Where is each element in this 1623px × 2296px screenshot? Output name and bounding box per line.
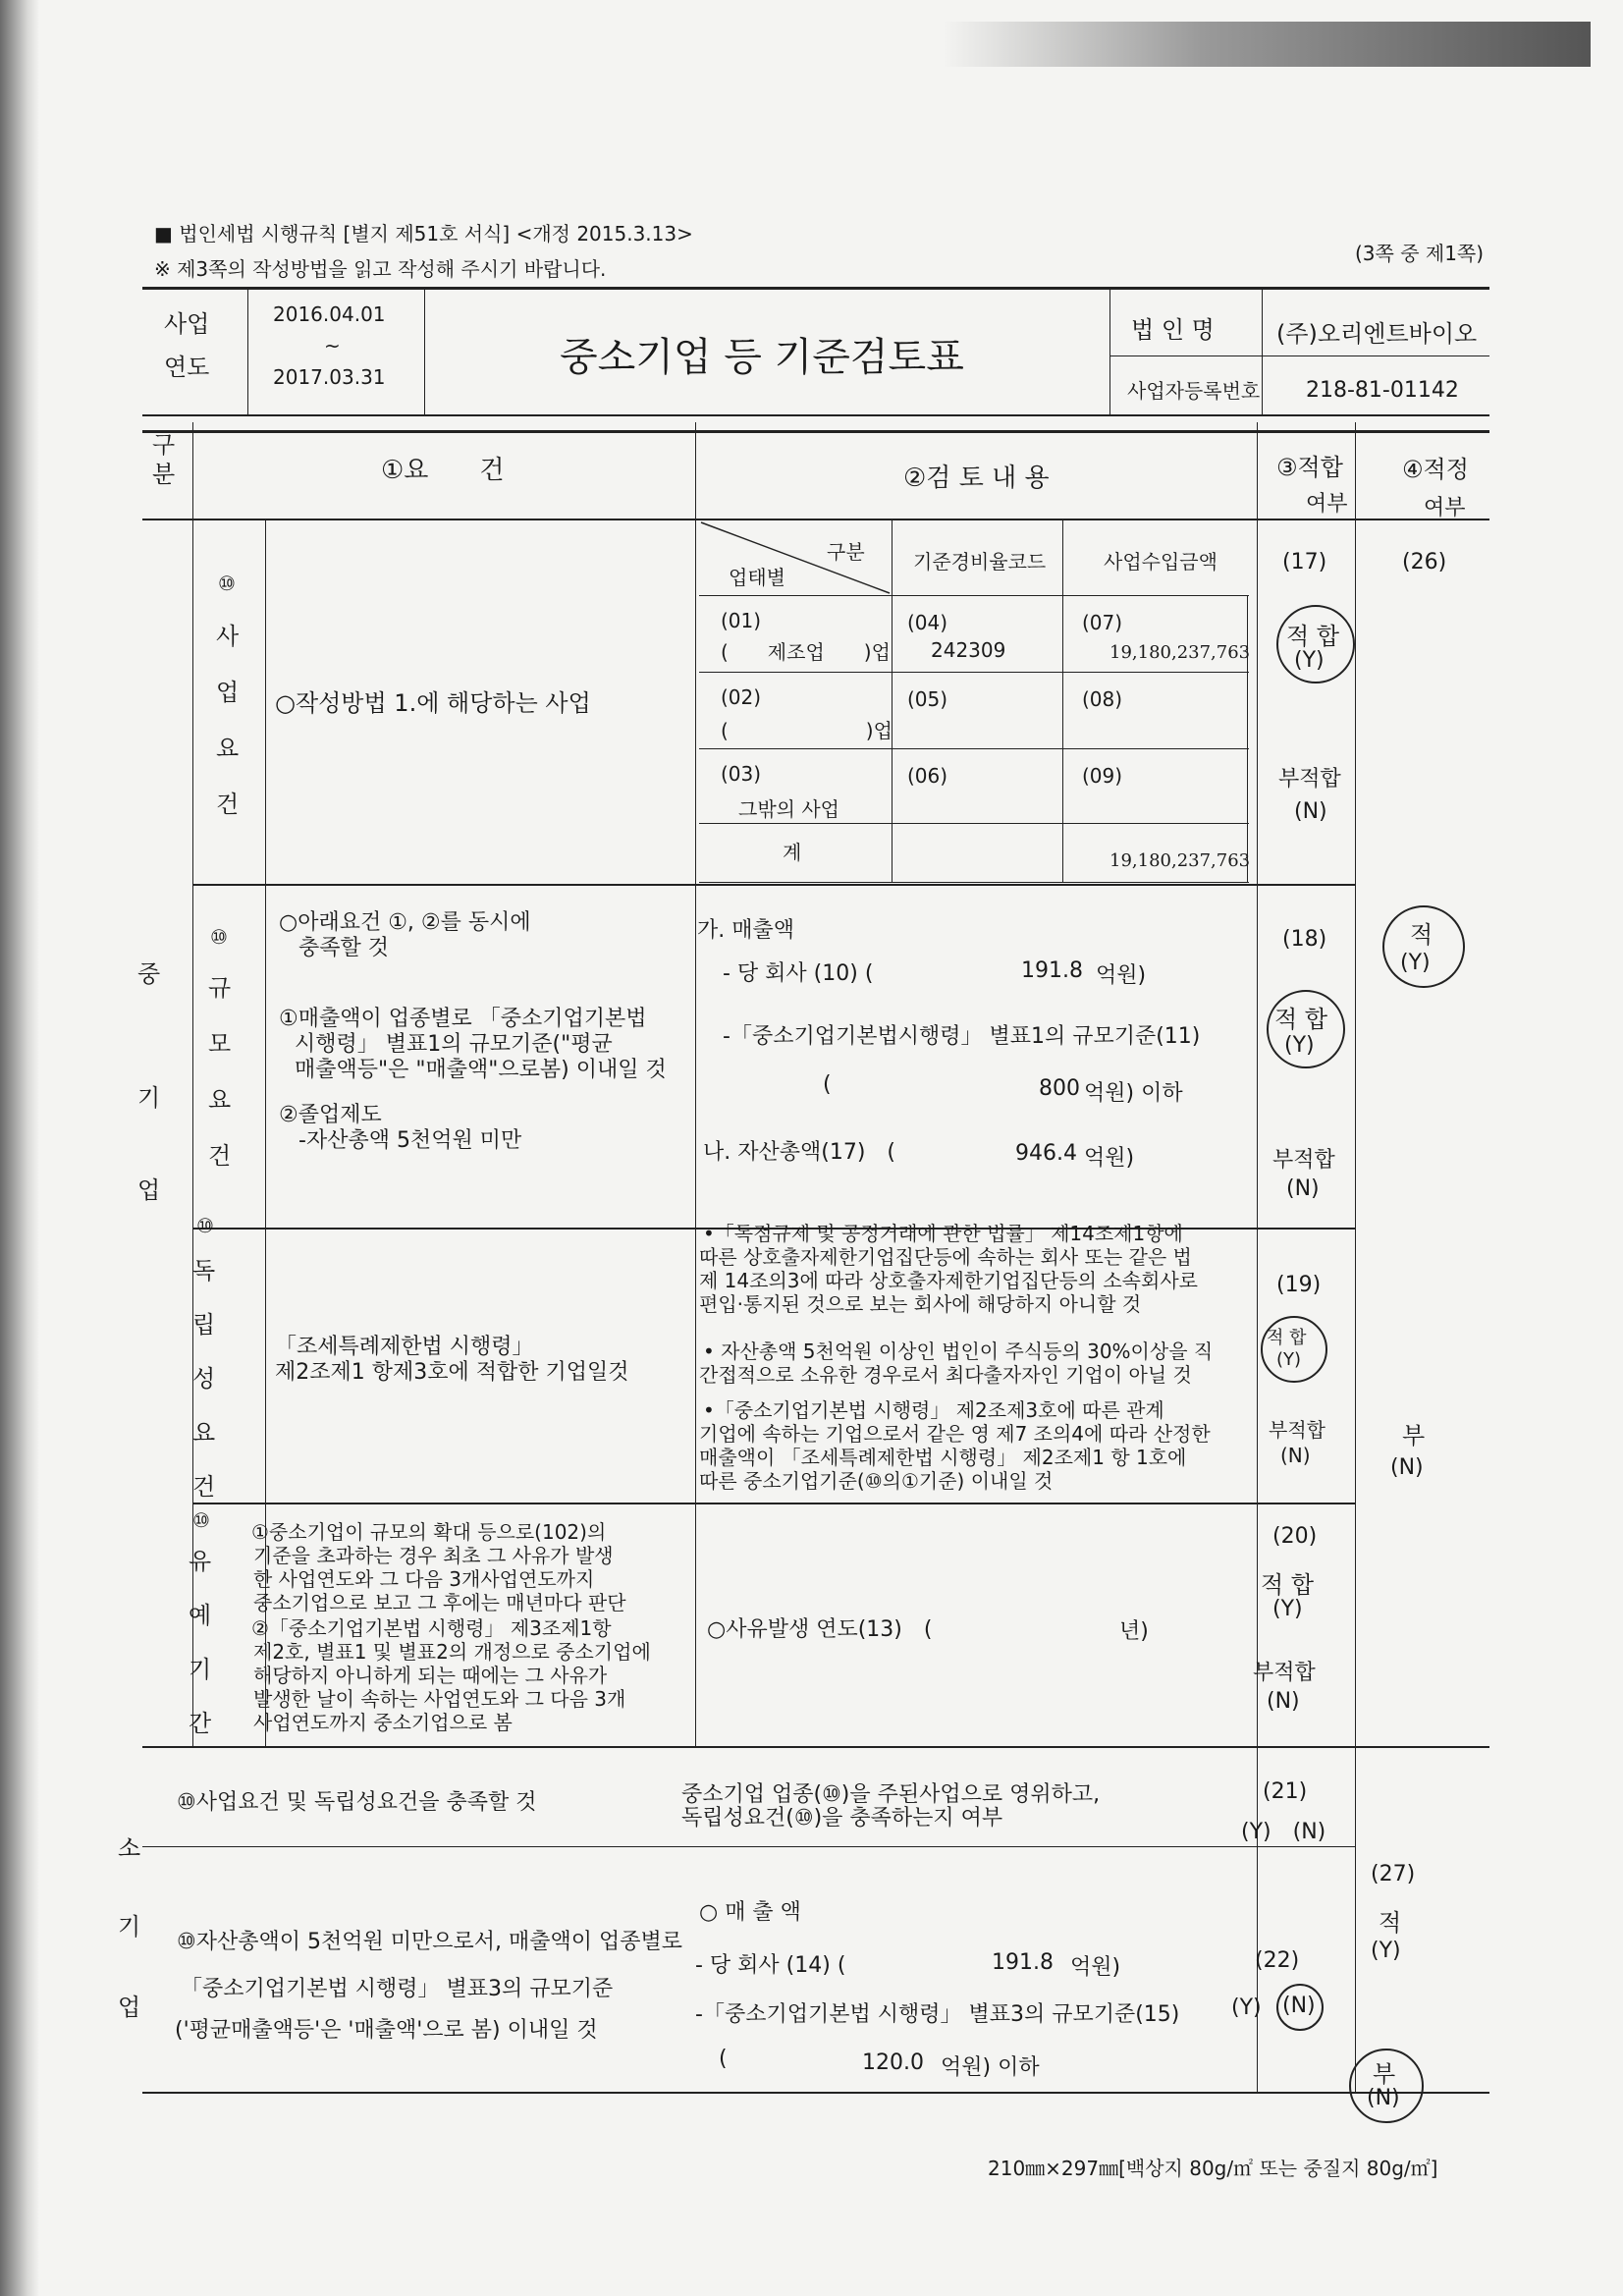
sec102-review-a3-value: 800	[1039, 1076, 1080, 1101]
sec102-review-b-value: 946.4	[1015, 1141, 1077, 1166]
sec106-req-2: 「중소기업기본법 시행령」 별표3의 규모기준	[181, 1977, 614, 2001]
sec104-req-1: ①중소기업이 규모의 확대 등으로(102)의	[251, 1520, 607, 1544]
small-adequacy-no-n: (N)	[1367, 2086, 1400, 2110]
sec101-fit-no: 부적합	[1278, 767, 1341, 792]
sec106-review-a3-open: (	[719, 2047, 728, 2071]
scan-shadow-left	[0, 0, 39, 2296]
sec104-req-3: 한 사업연도와 그 다음 3개사업연도까지	[253, 1567, 595, 1591]
small-enterprise-char-1: 소	[118, 1834, 141, 1862]
col-review: ②검 토 내 용	[903, 464, 1050, 493]
sec106-req-3: ('평균매출액등'은 '매출액'으로 봄) 이내일 것	[175, 2018, 598, 2043]
col-fit-2: 여부	[1306, 492, 1348, 517]
diag-header-top: 구분	[827, 540, 865, 564]
sec104-review-unit: 년)	[1119, 1619, 1149, 1644]
sec104-review: ○사유발생 연도(13) (	[707, 1617, 933, 1642]
sec102-fit-no-n: (N)	[1286, 1176, 1320, 1201]
row3-no: (03)	[721, 762, 762, 786]
form-rule-label: ■ 법인세법 시행규칙 [별지 제51호 서식] <개정 2015.3.13>	[154, 222, 693, 246]
sec101-fit-no-n: (N)	[1294, 799, 1327, 824]
sec104-number: ⑩	[192, 1508, 210, 1532]
sec103-fit-number: (19)	[1276, 1273, 1322, 1297]
sec102-fit-number: (18)	[1282, 927, 1327, 952]
sec102-review-a2: -「중소기업기본법시행령」 별표1의 규모기준(11)	[723, 1024, 1201, 1049]
sec104-fit-yes-y: (Y)	[1272, 1597, 1303, 1621]
sec104-req-9: 사업연도까지 중소기업으로 봄	[253, 1711, 513, 1734]
sec103-req-2: 제2조제1 항제3호에 적합한 기업일것	[275, 1360, 629, 1385]
business-reg-label: 사업자등록번호	[1127, 379, 1261, 403]
sec102-req2-2: -자산총액 5천억원 미만	[298, 1128, 522, 1153]
col-fit-1: ③적합	[1276, 454, 1343, 481]
row2-no: (02)	[721, 685, 762, 709]
sec103-review-2-1: • 자산총액 5천억원 이상인 법인이 주식등의 30%이상을 직	[703, 1339, 1214, 1363]
fiscal-year-label-1: 사업	[164, 310, 210, 338]
sec105-fit-yn: (Y) (N)	[1241, 1820, 1326, 1844]
paper-spec-footer: 210㎜×297㎜[백상지 80g/㎡ 또는 중질지 80g/㎡]	[988, 2157, 1438, 2180]
sec103-review-1-1: •「독점규제 및 공정거래에 관한 법률」 제14조제1항에	[703, 1222, 1183, 1245]
sec104-req-2: 기준을 초과하는 경우 최초 그 사유가 발생	[253, 1544, 614, 1567]
sec102-review-a3-open: (	[823, 1072, 832, 1097]
row1-no: (01)	[721, 609, 762, 632]
sec103-req-1: 「조세특례제한법 시행령」	[275, 1335, 534, 1359]
row2-name: ( )업	[721, 719, 893, 742]
mid-adequacy-yes-y: (Y)	[1400, 951, 1431, 975]
total-amount: 19,180,237,763	[1109, 850, 1251, 871]
sec104-label: 유 예 기 간	[189, 1548, 212, 1737]
sec102-fit-no: 부적합	[1272, 1148, 1335, 1173]
sec102-fit-yes-y: (Y)	[1284, 1033, 1315, 1058]
sec105-fit-number: (21)	[1263, 1779, 1308, 1804]
corp-name-label: 법 인 명	[1131, 316, 1215, 344]
col-requirement: ①요 건	[381, 456, 505, 485]
sec103-review-3-3: 매출액이 「조세특례제한법 시행령」 제2조제1 항 1호에	[699, 1446, 1187, 1469]
mid-adequacy-no-n: (N)	[1390, 1455, 1424, 1480]
sec104-req-5: ②「중소기업기본법 시행령」 제3조제1항	[251, 1616, 612, 1640]
sec102-review-b-unit: 억원)	[1084, 1146, 1135, 1171]
form-title: 중소기업 등 기준검토표	[560, 335, 964, 380]
row1-code-no: (04)	[907, 611, 948, 634]
sec101-label: 사 업 요 건	[216, 623, 240, 818]
sec103-fit-no-n: (N)	[1280, 1444, 1311, 1467]
sec101-fit-number: (17)	[1282, 550, 1327, 574]
sec106-review-a3-unit: 억원) 이하	[941, 2055, 1040, 2080]
sec103-review-3-4: 따른 중소기업기준(⑩의①기준) 이내일 것	[699, 1469, 1054, 1493]
sec104-req-7: 해당하지 아니하게 되는 때에는 그 사유가	[253, 1664, 608, 1687]
sec106-review-a2: -「중소기업기본법 시행령」 별표3의 규모기준(15)	[695, 2002, 1180, 2027]
sec101-fit-yes-y: (Y)	[1294, 648, 1325, 673]
row3-code-no: (06)	[907, 764, 948, 788]
sec102-req2-1: ②졸업제도	[279, 1103, 382, 1127]
row3-name: 그밖의 사업	[738, 797, 839, 821]
row1-name: ( 제조업 )업	[721, 640, 891, 664]
sec103-review-2-2: 간접적으로 소유한 경우로서 최다출자자인 기업이 아닐 것	[699, 1363, 1192, 1387]
sec106-review-a3-value: 120.0	[862, 2050, 924, 2075]
fiscal-year-end: 2017.03.31	[273, 365, 386, 389]
sec104-req-6: 제2호, 별표1 및 별표2의 개정으로 중소기업에	[253, 1640, 651, 1664]
small-enterprise-char-3: 업	[118, 1994, 141, 2021]
sec103-review-1-2: 따른 상호출자제한기업집단등에 속하는 회사 또는 같은 법	[699, 1245, 1192, 1269]
sec102-review-a3-unit: 억원) 이하	[1084, 1081, 1183, 1106]
total-label: 계	[783, 841, 802, 864]
fiscal-year-tilde: ~	[324, 334, 341, 357]
sec104-fit-yes: 적 합	[1261, 1571, 1314, 1599]
sec103-fit-yes-y: (Y)	[1276, 1349, 1302, 1370]
sec102-review-a1: - 당 회사 (10) (	[723, 961, 874, 986]
sec106-review-a: ○ 매 출 액	[699, 1900, 801, 1925]
sec102-review-a1-unit: 억원)	[1096, 963, 1147, 988]
mid-adequacy-no: 부	[1402, 1422, 1426, 1449]
row1-amount-no: (07)	[1082, 611, 1123, 634]
mid-enterprise-char-1: 중	[137, 960, 161, 988]
row3-amount-no: (09)	[1082, 764, 1123, 788]
mid-enterprise-char-2: 기	[137, 1084, 161, 1112]
small-enterprise-char-2: 기	[118, 1913, 141, 1941]
sec103-review-1-4: 편입·통지된 것으로 보는 회사에 해당하지 아니할 것	[699, 1292, 1142, 1316]
sec104-fit-no: 부적합	[1253, 1661, 1316, 1685]
sec106-req-1: ⑩자산총액이 5천억원 미만으로서, 매출액이 업종별로	[177, 1930, 682, 1954]
sec106-review-a1-unit: 억원)	[1070, 1955, 1121, 1980]
fiscal-year-label-2: 연도	[164, 354, 210, 381]
sec102-review-a1-value: 191.8	[1021, 958, 1083, 983]
row1-code: 242309	[931, 638, 1006, 662]
sec102-number: ⑩	[210, 925, 228, 949]
sec102-intro-2: 충족할 것	[298, 936, 390, 960]
sec103-review-3-1: •「중소기업기본법 시행령」 제2조제3호에 따른 관계	[703, 1398, 1164, 1422]
page-indicator: (3쪽 중 제1쪽)	[1355, 242, 1485, 265]
sec104-req-8: 발생한 날이 속하는 사업연도와 그 다음 3개	[253, 1687, 626, 1711]
sec104-fit-number: (20)	[1272, 1524, 1318, 1549]
sec101-requirement: ○작성방법 1.에 해당하는 사업	[275, 689, 591, 717]
sec105-review-1: 중소기업 업종(⑩)을 주된사업으로 영위하고,	[681, 1782, 1101, 1807]
small-adequacy-yes-y: (Y)	[1371, 1939, 1401, 1963]
sec106-fit-n: (N)	[1282, 1994, 1316, 2018]
mid-enterprise-char-3: 업	[137, 1176, 161, 1204]
sec104-req-4: 중소기업으로 보고 그 후에는 매년마다 판단	[253, 1591, 626, 1614]
scan-shadow-top	[943, 22, 1591, 67]
small-adequacy-no: 부	[1373, 2060, 1396, 2088]
sec106-review-a1: - 당 회사 (14) (	[695, 1953, 846, 1978]
sec105-review-2: 독립성요건(⑩)을 충족하는지 여부	[681, 1806, 1003, 1831]
col-adequacy-2: 여부	[1424, 496, 1466, 520]
row2-amount-no: (08)	[1082, 687, 1123, 711]
sec102-review-a: 가. 매출액	[697, 918, 794, 943]
col-adequacy-1: ④적정	[1402, 456, 1469, 483]
sec103-number: ⑩	[196, 1214, 214, 1237]
sec102-req1-1: ①매출액이 업종별로 「중소기업기본법	[279, 1007, 647, 1031]
col-gubun: 구분	[152, 431, 176, 488]
col-business-revenue: 사업수입금액	[1104, 550, 1217, 574]
sec102-intro-1: ○아래요건 ①, ②를 동시에	[279, 910, 531, 935]
sec102-req1-2: 시행령」 별표1의 규모기준("평균	[295, 1032, 613, 1057]
small-adequacy-yes: 적	[1379, 1909, 1402, 1937]
corp-name-value: (주)오리엔트바이오	[1276, 320, 1478, 348]
col-expense-code: 기준경비율코드	[913, 550, 1047, 574]
business-type-table	[699, 520, 1249, 884]
instruction-note: ※ 제3쪽의 작성방법을 읽고 작성해 주시기 바랍니다.	[154, 257, 607, 281]
sec102-review-b: 나. 자산총액(17) (	[703, 1140, 895, 1165]
sec106-fit-y: (Y)	[1231, 1995, 1262, 2020]
sec103-fit-yes: 적 합	[1267, 1328, 1307, 1348]
sec101-number: ⑩	[218, 572, 236, 595]
sec102-label: 규 모 요 건	[208, 974, 232, 1170]
row2-code-no: (05)	[907, 687, 948, 711]
fiscal-year-start: 2016.04.01	[273, 302, 386, 326]
sec106-fit-number: (22)	[1255, 1948, 1300, 1973]
sec104-fit-no-n: (N)	[1267, 1689, 1300, 1714]
row1-amount: 19,180,237,763	[1109, 642, 1251, 663]
sec101-adequacy-number: (26)	[1402, 550, 1447, 574]
sec101-fit-yes: 적 합	[1286, 623, 1339, 650]
sec102-fit-yes: 적 합	[1274, 1006, 1327, 1033]
sec103-fit-no: 부적합	[1269, 1418, 1325, 1442]
sec106-review-a1-value: 191.8	[992, 1950, 1054, 1975]
diag-header-bottom: 업태별	[729, 566, 785, 589]
business-reg-value: 218-81-01142	[1306, 378, 1459, 403]
mid-adequacy-yes: 적	[1410, 921, 1434, 949]
sec103-review-1-3: 제 14조의3에 따라 상호출자제한기업집단등의 소속회사로	[699, 1269, 1198, 1292]
small-adequacy-number: (27)	[1371, 1862, 1416, 1886]
sec103-review-3-2: 기업에 속하는 기업으로서 같은 영 제7 조의4에 따라 산정한	[699, 1422, 1211, 1446]
sec105-requirement: ⑩사업요건 및 독립성요건을 충족할 것	[177, 1790, 537, 1815]
sec103-label: 독 립 성 요 건	[192, 1257, 216, 1501]
sec102-req1-3: 매출액등"은 "매출액"으로봄) 이내일 것	[295, 1058, 667, 1082]
